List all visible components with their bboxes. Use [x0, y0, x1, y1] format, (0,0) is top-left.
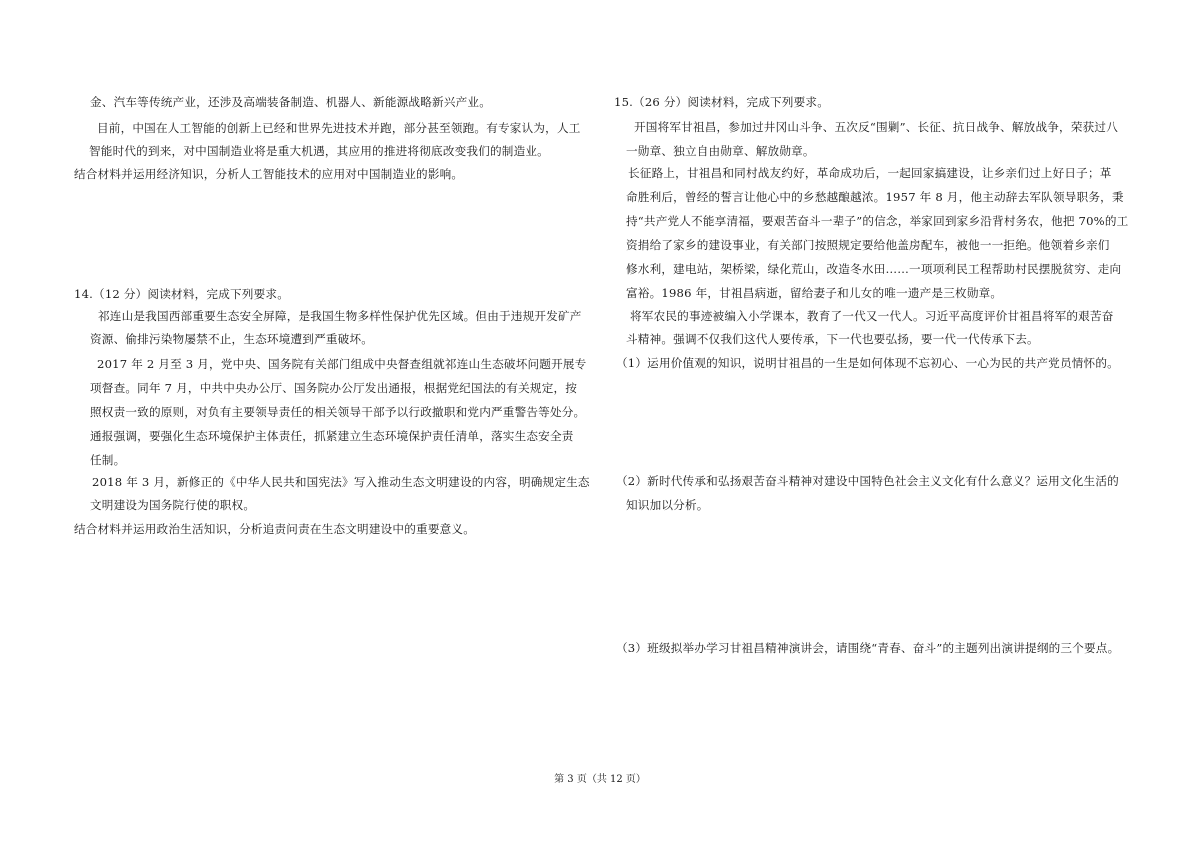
- q14-text-line: 文明建设为国务院行使的职权。: [90, 498, 256, 512]
- q15-text-line: 修水利，建电站，架桥梁，绿化荒山，改造冬水田……一项项利民工程帮助村民摆脱贫穷、走向: [626, 262, 1122, 276]
- q15-text-line: 开国将军甘祖昌，参加过井冈山斗争、五次反“围剿”、长征、抗日战争、解放战争，荣获过八: [634, 120, 1119, 134]
- q15-text-line: 持“共产党人不能享清福，要艰苦奋斗一辈子”的信念，举家回到家乡沿背村务农，他把 70%的工: [626, 214, 1129, 228]
- q14-prompt: 结合材料并运用政治生活知识，分析追责问责在生态文明建设中的重要意义。: [74, 522, 475, 536]
- q15-text-line: 长征路上，甘祖昌和同村战友约好，革命成功后，一起回家搞建设，让乡亲们过上好日子；革: [628, 166, 1112, 180]
- q15-text-line: 一勋章、独立自由勋章、解放勋章。: [626, 144, 815, 158]
- q14-heading: 14.（12 分）阅读材料，完成下列要求。: [74, 287, 289, 301]
- q15-heading: 15.（26 分）阅读材料，完成下列要求。: [614, 95, 829, 109]
- q15-subquestion-1: （1）运用价值观的知识，说明甘祖昌的一生是如何体现不忘初心、一心为民的共产党员情怀的。: [616, 356, 1119, 370]
- q15-text-line: 资捐给了家乡的建设事业，有关部门按照规定要给他盖房配车，被他一一拒绝。他领着乡亲们: [626, 238, 1110, 252]
- q14-text-line: 项督查。同年 7 月，中共中央办公厅、国务院办公厅发出通报，根据党纪国法的有关规定，按: [90, 381, 578, 395]
- q15-text-line: 命胜利后，曾经的誓言让他心中的乡愁越酿越浓。1957 年 8 月，他主动辞去军队领导职务，秉: [626, 190, 1124, 204]
- q13-text-line: 金、汽车等传统产业，还涉及高端装备制造、机器人、新能源战略新兴产业。: [90, 95, 491, 109]
- q13-text-line: 智能时代的到来，对中国制造业将是重大机遇，其应用的推进将彻底改变我们的制造业。: [89, 144, 549, 158]
- q15-subquestion-2-cont: 知识加以分析。: [626, 498, 709, 512]
- q14-text-line: 2017 年 2 月至 3 月，党中央、国务院有关部门组成中央督查组就祁连山生态破坏问题开展专: [97, 357, 587, 371]
- q15-text-line: 斗精神。强调不仅我们这代人要传承，下一代也要弘扬，要一代一代传承下去。: [626, 332, 1039, 346]
- q13-prompt: 结合材料并运用经济知识，分析人工智能技术的应用对中国制造业的影响。: [74, 167, 464, 181]
- q14-text-line: 照权责一致的原则，对负有主要领导责任的相关领导干部予以行政撤职和党内严重警告等处分。: [90, 405, 586, 419]
- q15-subquestion-2: （2）新时代传承和弘扬艰苦奋斗精神对建设中国特色社会主义文化有什么意义？运用文化生活的: [616, 474, 1119, 488]
- q15-text-line: 将军农民的事迹被编入小学课本，教育了一代又一代人。习近平高度评价甘祖昌将军的艰苦奋: [630, 309, 1114, 323]
- q14-text-line: 2018 年 3 月，新修正的《中华人民共和国宪法》写入推动生态文明建设的内容，明确规定生态: [92, 475, 590, 489]
- q13-text-line: 目前，中国在人工智能的创新上已经和世界先进技术并跑，部分甚至领跑。有专家认为，人工: [97, 121, 581, 135]
- q14-text-line: 任制。: [90, 453, 126, 467]
- q14-text-line: 祁连山是我国西部重要生态安全屏障，是我国生物多样性保护优先区域。但由于违规开发矿产: [98, 309, 582, 323]
- q14-text-line: 资源、偷排污染物屡禁不止，生态环境遭到严重破坏。: [90, 332, 374, 346]
- q15-subquestion-3: （3）班级拟举办学习甘祖昌精神演讲会，请围绕“青春、奋斗”的主题列出演讲提纲的三个要点。: [616, 641, 1120, 655]
- page-footer: 第 3 页（共 12 页）: [554, 774, 646, 785]
- q15-text-line: 富裕。1986 年，甘祖昌病逝，留给妻子和儿女的唯一遗产是三枚勋章。: [626, 286, 1003, 300]
- q14-text-line: 通报强调，要强化生态环境保护主体责任，抓紧建立生态环境保护责任清单，落实生态安全责: [90, 429, 574, 443]
